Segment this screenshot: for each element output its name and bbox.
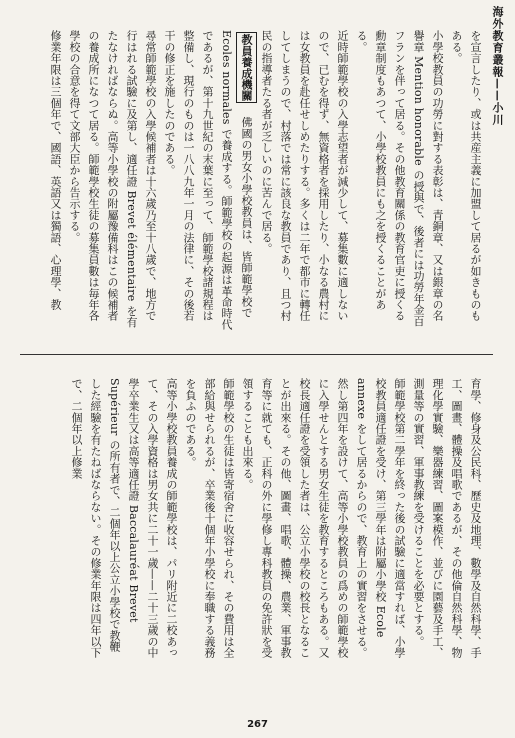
section-paragraph [160, 30, 257, 330]
paragraph: 師範學校の生徒は皆寄宿舍に收容せられ、その費用は全部給與せられるが、卒業後十個年小學校に奉職する義務を負ふのである。 [184, 378, 235, 658]
page-number: 267 [247, 719, 268, 730]
paragraph: 小學校教員の功勞に對する表彰は、青銅章、又は銀章の名譽章 Mention honorable の授與で、後者には功勞年金百フランを伴って居る。その他教育關係の教育官吏に授くる勳章制度もあつて、小學校教員にも之を授くることがある。 [355, 30, 444, 327]
paragraph: 育學、修身及公民科、歷史及地理、數學及自然科學、手工、圖畫、體操及唱歌であるが、その他倫自然科學、物理化學實驗、樂器練習、圖案模作、並びに園藝及手工、測量等の實習、軍事教練を受けることを必要とする。 [412, 378, 482, 658]
paragraph: 修業年限は三個年で、國語、英語又は獨語、心理學、教 [49, 30, 62, 310]
paragraph: 尋常師範學校の入學候補者は十六歲乃至十八歲で、地方で行はれる試驗に及第し、適任證 Brevet élémentaire を有たなければならぬ。高等小學校の附屬豫備科はこの候補者の養成所になつて居る。師範學校生徒の募集員數は毎年各學校の合意を得て文部大臣から告示する。 [68, 30, 157, 328]
lower-text-block [20, 378, 485, 663]
paragraph: を宣言したり、或は共産主義に加盟して居るが如きものもある。 [450, 30, 482, 322]
paragraph: 近時師範學校の入學志望者が減少して、募集數に適しないので、已むを得ず、無資格者を採用したり、小なる農村には女教員を赴任せしめたりする。多くは二年で都市に轉任してしまうので、村落では常に該良な教員であり、且つ村民の指導者たる者が乏しいのに苦んで居る。 [260, 30, 349, 322]
paragraph: 高等小學校教員養成の師範學校は、パリ附近に二校あって、その入學資格は男女共に二十一歲——二十三歲の中學卒業生又は高等適任證 Baccalauréat Brevet Supérieur の所有者で、二個年以上公立小學校で教鞭した經驗を有たねばならない。その修業年限は四年以下で、二個年以上修業 [70, 378, 178, 658]
upper-text-block [20, 30, 485, 330]
running-head: 海外教育叢報——小川 [491, 6, 504, 126]
column-divider [20, 354, 493, 355]
section-text: 佛國の男女小學校教員は、皆師範學校で Ecoles normales で養成する。師範學校の起源は革命時代であるが、第十九世紀の末葉に至って、師範學校諸規程は整備し、現行のものは一八八九年一月の法律に、その後若干の修正を施したのである。 [163, 30, 253, 330]
paragraph: 師範學校第二學年を終った後の試驗に適當すれば、小學校教員適任證を受け、第三學年は附屬小學校 Ecole annexe をして居るからので、教育上の實習をさせる。然し第四年を設けて、高等小學校教員の爲めの師範學校に入學せんとする男女生徒を教育するところもある。又校長適任證を受領した者は、公立小學校の校長となることが出來る。その他、圖畫、唱歌、體操、農業、軍事教育等に就ても、正科の外に學修し專科教員の免許狀を受領することも出來る。 [241, 378, 406, 659]
section-heading: 教員養成機關 [236, 32, 257, 103]
